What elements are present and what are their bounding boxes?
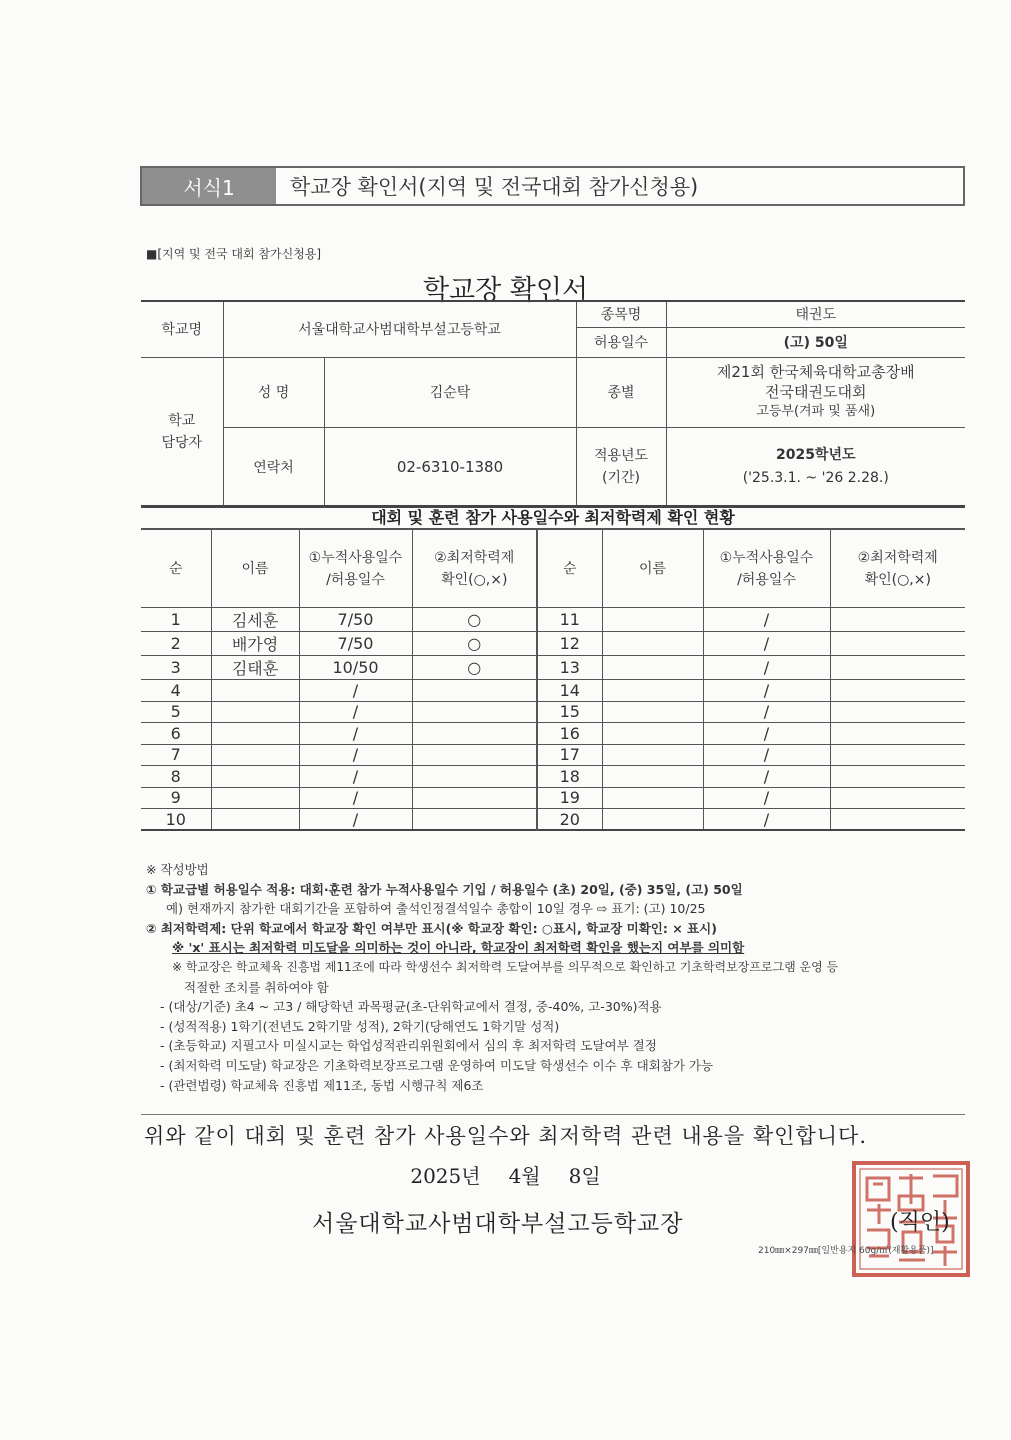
status-rows [141,608,965,831]
date-month: 4월 [508,1164,541,1188]
days-used: 7/50 [299,632,412,656]
row-number: 8 [141,766,211,788]
academic-check [830,744,965,766]
status-heading: 대회 및 훈련 참가 사용일수와 최저학력제 확인 현황 [141,505,965,529]
academic-check [830,701,965,723]
row-number: 14 [537,680,602,702]
academic-check [830,723,965,745]
table-row [141,656,965,680]
academic-check [830,680,965,702]
student-name [211,766,299,788]
writing-instructions [146,860,966,1095]
form-code-label: 서식1 [142,168,276,204]
days-used: / [299,809,412,831]
school-label: 학교명 [141,301,223,357]
table-row [141,809,965,831]
competition-line1: 제21회 한국체육대학교총장배 [716,363,915,381]
days-used: / [299,744,412,766]
form-header [140,166,965,206]
event-label: 종목명 [576,301,666,327]
school-info-table [141,300,965,508]
days-used: 10/50 [299,656,412,680]
student-name [602,723,703,745]
days-used: / [703,701,830,723]
days-used: / [703,680,830,702]
student-name [602,766,703,788]
days-used: / [703,744,830,766]
event-value: 태권도 [666,301,965,327]
student-name [602,809,703,831]
year-value: 2025학년도 [775,446,856,463]
table-row [141,701,965,723]
date-year: 2025년 [410,1164,481,1188]
note-1-example: 예) 현재까지 참가한 대회기간을 포함하여 출석인정결석일수 총합이 10일 경우 ⇨ 표기: (고) 10/25 [166,901,706,917]
confirmation-sentence: 위와 같이 대회 및 훈련 참가 사용일수와 최저학력 관련 내용을 확인합니다. [143,1124,867,1148]
student-name [602,787,703,809]
row-number: 11 [537,608,602,632]
table-row [141,632,965,656]
student-name [602,608,703,632]
row-number: 12 [537,632,602,656]
contact-label: 연락처 [223,427,324,507]
days-used: / [703,809,830,831]
table-row [141,744,965,766]
row-number: 10 [141,809,211,831]
table-row [141,787,965,809]
academic-check [412,766,537,788]
row-number: 4 [141,680,211,702]
student-name [211,809,299,831]
status-table [141,529,965,831]
student-name: 김태훈 [211,656,299,680]
row-number: 7 [141,744,211,766]
row-number: 16 [537,723,602,745]
form-header-title: 학교장 확인서(지역 및 전국대회 참가신청용) [290,175,699,199]
days-used: / [299,787,412,809]
days-used: / [703,608,830,632]
days-used: 7/50 [299,608,412,632]
note-dash-3: - (초등학교) 지필고사 미실시교는 학업성적관리위원회에서 심의 후 최저학력 도달여부 결정 [160,1038,657,1054]
note-2-b1: ※ 학교장은 학교체육 진흥법 제11조에 따라 학생선수 최저학력 도달여부를 의무적으로 확인하고 기초학력보장프로그램 운영 등 [172,959,839,974]
row-number: 20 [537,809,602,831]
student-name [602,656,703,680]
row-number: 15 [537,701,602,723]
days-used: / [703,632,830,656]
row-number: 5 [141,701,211,723]
academic-check [412,744,537,766]
principal-signature: 서울대학교사범대학부설고등학교장 [312,1211,684,1237]
allowed-days-value: (고) 50일 [666,327,965,357]
col-header-days-2: ①누적사용일수 /허용일수 [703,530,830,608]
academic-check [412,809,537,831]
allowed-days-label: 허용일수 [576,327,666,357]
col-header-name: 이름 [211,530,299,608]
table-row [141,680,965,702]
document-title: 학교장 확인서 [422,275,589,306]
category-label: 종별 [576,357,666,427]
student-name [602,632,703,656]
academic-check: ○ [412,608,537,632]
col-header-days: ①누적사용일수 /허용일수 [299,530,412,608]
academic-check [830,787,965,809]
student-name [602,701,703,723]
name-value: 김순탁 [324,357,576,427]
year-cell [666,427,965,507]
student-name [211,680,299,702]
table-row [141,608,965,632]
year-period: ('25.3.1. ~ '26 2.28.) [742,469,889,486]
days-used: / [703,656,830,680]
days-used: / [703,723,830,745]
note-2-a: ※ 'x' 표시는 최저학력 미도달을 의미하는 것이 아니라, 학교장이 최저학력 확인을 했는지 여부를 의미함 [172,940,745,956]
note-dash-4: - (최저학력 미도달) 학교장은 기초학력보장프로그램 운영하여 미도달 학생선수 이수 후 대회참가 가능 [160,1057,714,1073]
note-dash-5: - (관련법령) 학교체육 진흥법 제11조, 동법 시행규칙 제6조 [160,1077,484,1093]
academic-check [412,787,537,809]
academic-check [412,723,537,745]
contact-value: 02-6310-1380 [324,427,576,507]
separator-line [141,1114,965,1115]
table-row [141,723,965,745]
student-name [602,744,703,766]
academic-check [830,656,965,680]
row-number: 17 [537,744,602,766]
student-name [211,701,299,723]
note-dash-2: - (성적적용) 1학기(전년도 2학기말 성적), 2학기(당해연도 1학기말 성적) [160,1018,560,1034]
academic-check [412,701,537,723]
paper-size-note: 210㎜×297㎜[일반용지 60g/㎡(재활용품)] [758,1246,934,1256]
academic-check: ○ [412,632,537,656]
row-number: 19 [537,787,602,809]
name-label: 성 명 [223,357,324,427]
student-name: 배가영 [211,632,299,656]
days-used: / [703,766,830,788]
student-name [211,787,299,809]
days-used: / [703,787,830,809]
note-2-b2: 적절한 조치를 취하여야 함 [184,979,329,995]
days-used: / [299,701,412,723]
notes-title: ※ 작성방법 [146,862,209,877]
student-name [211,723,299,745]
competition-line3: 고등부(겨파 및 품새) [756,404,876,419]
student-name [602,680,703,702]
academic-check [830,809,965,831]
col-header-name-2: 이름 [602,530,703,608]
year-label: 적용년도 (기간) [576,427,666,507]
col-header-no-2: 순 [537,530,602,608]
student-name: 김세훈 [211,608,299,632]
row-number: 3 [141,656,211,680]
row-number: 2 [141,632,211,656]
sub-label: ■[지역 및 전국 대회 참가신청용] [146,247,322,261]
manager-label: 학교 담당자 [141,357,223,507]
row-number: 9 [141,787,211,809]
academic-check [830,608,965,632]
date-day: 8일 [568,1164,601,1188]
note-1: ① 학교급별 허용일수 적용: 대회·훈련 참가 누적사용일수 기입 / 허용일수 (초) 20일, (중) 35일, (고) 50일 [146,881,743,897]
days-used: / [299,766,412,788]
table-row [141,766,965,788]
academic-check: ○ [412,656,537,680]
academic-check [830,632,965,656]
academic-check [830,766,965,788]
academic-check [412,680,537,702]
days-used: / [299,723,412,745]
seal-note: (직인) [890,1210,950,1235]
row-number: 6 [141,723,211,745]
note-2: ② 최저학력제: 단위 학교에서 학교장 확인 여부만 표시(※ 학교장 확인: ○표시, 학교장 미확인: × 표시) [146,920,717,936]
student-name [211,744,299,766]
competition-line2: 전국태권도대회 [765,383,867,401]
competition-cell [666,357,965,427]
col-header-no: 순 [141,530,211,608]
row-number: 18 [537,766,602,788]
days-used: / [299,680,412,702]
col-header-check: ②최저학력제 확인(○,×) [412,530,537,608]
row-number: 1 [141,608,211,632]
col-header-check-2: ②최저학력제 확인(○,×) [830,530,965,608]
school-name: 서울대학교사범대학부설고등학교 [223,301,576,357]
note-dash-1: - (대상/기준) 초4 ~ 고3 / 해당학년 과목평균(초-단위학교에서 결정, 중-40%, 고-30%)적용 [160,999,662,1015]
row-number: 13 [537,656,602,680]
